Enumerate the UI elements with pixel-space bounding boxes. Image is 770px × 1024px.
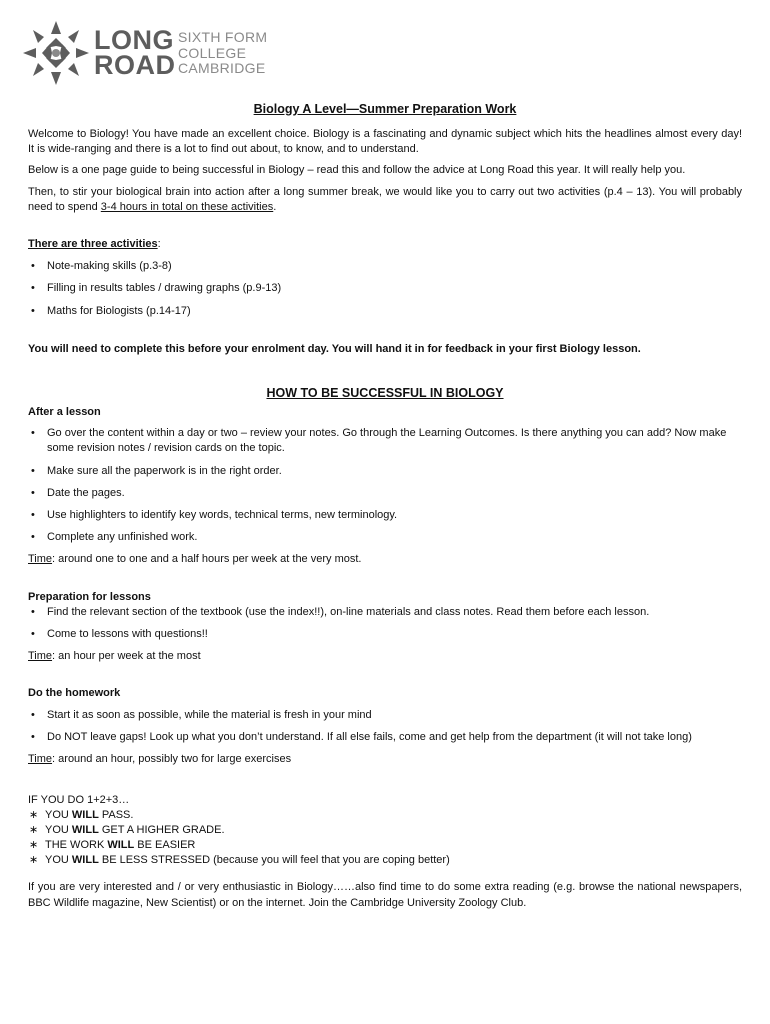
- homework-list: [28, 708, 742, 745]
- homework-time-text: : around an hour, possibly two for large exercises: [52, 753, 292, 766]
- document-body: [28, 101, 742, 917]
- list-item: • Do NOT leave gaps! Look up what you don’t understand. If all else fails, come and get help from the department (it will not take long): [28, 730, 742, 745]
- list-item: • Start it as soon as possible, while the material is fresh in your mind: [28, 708, 742, 723]
- activities-list: [28, 259, 742, 319]
- after-lesson-heading: After a lesson: [28, 406, 101, 419]
- logo-wordmark: [94, 25, 176, 80]
- intro-paragraph-3: [28, 185, 742, 215]
- deadline-notice: You will need to complete this before your enrolment day. You will hand it in for feedback in your first Biology lesson.: [28, 342, 641, 355]
- list-item: • Use highlighters to identify key words, technical terms, new terminology.: [28, 508, 742, 523]
- homework-heading: Do the homework: [28, 687, 121, 700]
- if-you-do-list: [28, 808, 742, 868]
- homework-time: [28, 752, 742, 767]
- logo-line-road: ROAD: [94, 50, 176, 80]
- intro-p3-text: Then, to stir your biological brain into action after a long summer break, we would like you to carry out two activities (p.4 – 13). You will probably need to spend: [28, 185, 742, 213]
- time-label: Time: [28, 753, 53, 766]
- activities-heading-text: There are three activities: [28, 238, 158, 251]
- logo-sub-cambridge: CAMBRIDGE: [178, 60, 266, 76]
- logo-sub-college: COLLEGE: [178, 44, 247, 61]
- list-item: • Maths for Biologists (p.14-17): [28, 304, 742, 319]
- college-logo: [22, 20, 282, 86]
- intro-p3-time-highlight: 3-4 hours in total on these activities: [100, 200, 274, 213]
- intro-paragraph-2: Below is a one page guide to being successful in Biology – read this and follow the advice at Long Road this year. It will really help you.: [28, 164, 686, 177]
- list-item: • Complete any unfinished work.: [28, 530, 742, 545]
- success-heading: HOW TO BE SUCCESSFUL IN BIOLOGY: [266, 386, 504, 401]
- star-emblem-icon: [22, 20, 90, 86]
- preparation-heading: Preparation for lessons: [28, 590, 151, 603]
- closing-paragraph: If you are very interested and / or very enthusiastic in Biology……also find time to do some extra reading (e.g. browse the national newspapers, BBC Wildlife magazine, New Scientist) or on the internet. Join the Cambridge University Zoology Club.: [28, 881, 742, 909]
- document-title: Biology A Level—Summer Preparation Work: [253, 102, 517, 116]
- after-lesson-time-text: : around one to one and a half hours per week at the very most.: [52, 553, 362, 566]
- list-item: • Find the relevant section of the textbook (use the index!!), on-line materials and class notes. Read them before each lesson.: [28, 605, 742, 620]
- list-item: ∗ YOU WILL GET A HIGHER GRADE.: [28, 823, 742, 838]
- list-item: • Make sure all the paperwork is in the right order.: [28, 464, 742, 479]
- activities-heading: [28, 237, 742, 252]
- activities-heading-colon: :: [157, 238, 161, 251]
- list-item: ∗ YOU WILL BE LESS STRESSED (because you will feel that you are coping better): [28, 853, 742, 868]
- logo-sub-sixth-form: SIXTH FORM: [178, 29, 268, 45]
- list-item: ∗ THE WORK WILL BE EASIER: [28, 838, 742, 853]
- list-item: • Go over the content within a day or two – review your notes. Go through the Learning Outcomes. Is there anything you can add? Now make some revision notes / revision cards on the topic.: [28, 426, 742, 456]
- logo-subtitle: [178, 30, 267, 77]
- preparation-list: [28, 605, 742, 642]
- list-item: • Note-making skills (p.3-8): [28, 259, 742, 274]
- list-item: • Come to lessons with questions!!: [28, 627, 742, 642]
- after-lesson-list: [28, 426, 742, 545]
- time-label: Time: [28, 650, 53, 663]
- time-label: Time: [28, 553, 53, 566]
- list-item: ∗ YOU WILL PASS.: [28, 808, 742, 823]
- list-item: • Date the pages.: [28, 486, 742, 501]
- after-lesson-time: [28, 552, 742, 567]
- intro-paragraph-1: Welcome to Biology! You have made an excellent choice. Biology is a fascinating and dynamic subject which hits the headlines almost every day! It is wide-ranging and there is a lot to find out about, to know, and to understand.: [28, 128, 742, 156]
- list-item: • Filling in results tables / drawing graphs (p.9-13): [28, 281, 742, 296]
- preparation-time-text: : an hour per week at the most: [52, 650, 201, 663]
- intro-p3-end: .: [273, 200, 277, 213]
- logo-line-long: LONG: [94, 25, 174, 55]
- if-you-do-intro: IF YOU DO 1+2+3…: [28, 794, 130, 807]
- preparation-time: [28, 649, 742, 664]
